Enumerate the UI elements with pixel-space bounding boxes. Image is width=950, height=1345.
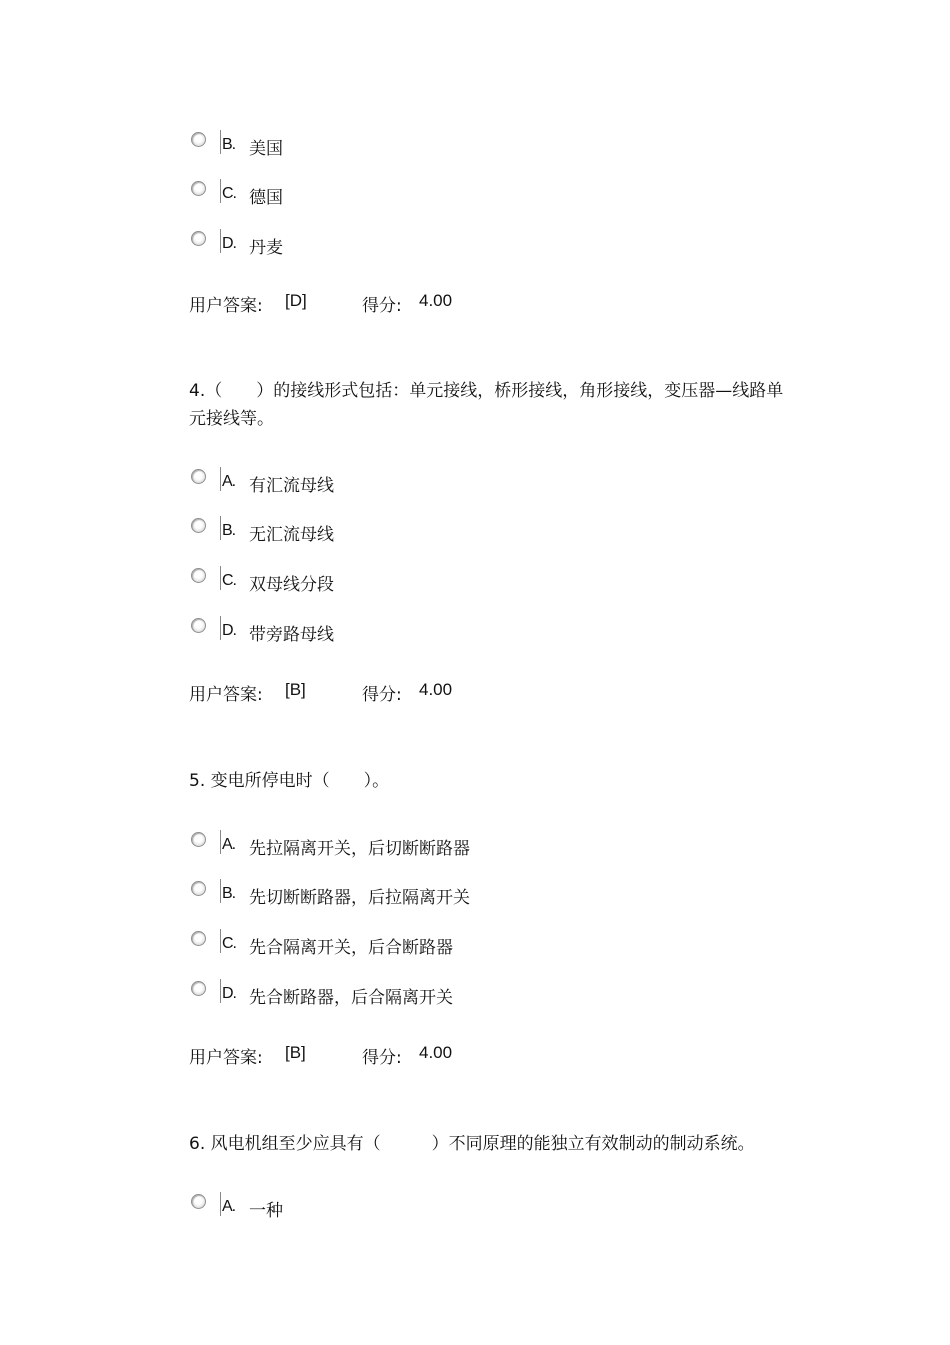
- option-text: 先合隔离开关，后合断路器: [249, 938, 453, 958]
- option-text: 德国: [249, 188, 283, 208]
- answer-line-q3: [189, 291, 453, 316]
- answer-line-q4: [189, 680, 453, 705]
- radio-button[interactable]: [191, 881, 206, 896]
- radio-button[interactable]: [191, 181, 206, 196]
- answer-value: [B]: [285, 680, 306, 699]
- option-letter: D.: [222, 985, 236, 1002]
- divider: [220, 616, 221, 640]
- option-text: 先合断路器，后合隔离开关: [249, 988, 453, 1008]
- radio-button[interactable]: [191, 931, 206, 946]
- option-q4-b[interactable]: [189, 518, 749, 548]
- option-letter: D.: [222, 235, 236, 252]
- answer-label: 用户答案:: [189, 685, 263, 705]
- divider: [220, 979, 221, 1003]
- option-letter: A.: [222, 1198, 236, 1215]
- option-q3-c[interactable]: [189, 181, 749, 211]
- question-stem-q6: 6. 风电机组至少应具有（ ）不同原理的能独立有效制动的制动系统。: [189, 1134, 755, 1154]
- option-text: 带旁路母线: [249, 625, 334, 645]
- answer-line-q5: [189, 1043, 453, 1068]
- radio-button[interactable]: [191, 518, 206, 533]
- score-value: 4.00: [419, 680, 453, 699]
- divider: [220, 516, 221, 540]
- question-stem-q5: 5. 变电所停电时（ ）。: [189, 771, 390, 791]
- option-q5-c[interactable]: [189, 931, 749, 961]
- option-letter: D.: [222, 622, 236, 639]
- question-stem-q4: 4.（ ）的接线形式包括：单元接线，桥形接线，角形接线，变压器—线路单元接线等。: [189, 381, 784, 429]
- option-text: 双母线分段: [249, 575, 334, 595]
- divider: [220, 929, 221, 953]
- radio-button[interactable]: [191, 832, 206, 847]
- option-letter: B.: [222, 136, 236, 153]
- option-text: 一种: [249, 1201, 283, 1221]
- option-q5-a[interactable]: [189, 832, 749, 862]
- radio-button[interactable]: [191, 132, 206, 147]
- answer-label: 用户答案:: [189, 296, 263, 316]
- divider: [220, 179, 221, 203]
- radio-button[interactable]: [191, 469, 206, 484]
- option-q3-b[interactable]: [189, 132, 749, 162]
- divider: [220, 467, 221, 491]
- radio-button[interactable]: [191, 981, 206, 996]
- option-q6-a[interactable]: [189, 1194, 749, 1224]
- option-text: 有汇流母线: [249, 476, 334, 496]
- radio-button[interactable]: [191, 618, 206, 633]
- divider: [220, 830, 221, 854]
- option-letter: A.: [222, 473, 236, 490]
- option-text: 美国: [249, 139, 283, 159]
- option-text: 无汇流母线: [249, 525, 334, 545]
- radio-button[interactable]: [191, 231, 206, 246]
- answer-value: [B]: [285, 1043, 306, 1062]
- option-letter: B.: [222, 885, 236, 902]
- option-letter: A.: [222, 836, 236, 853]
- score-label: 得分:: [362, 1048, 402, 1068]
- option-letter: C.: [222, 935, 236, 952]
- option-q3-d[interactable]: [189, 231, 749, 261]
- score-label: 得分:: [362, 296, 402, 316]
- radio-button[interactable]: [191, 568, 206, 583]
- divider: [220, 1192, 221, 1216]
- option-letter: C.: [222, 185, 236, 202]
- option-q4-c[interactable]: [189, 568, 749, 598]
- answer-label: 用户答案:: [189, 1048, 263, 1068]
- divider: [220, 879, 221, 903]
- answer-value: [D]: [285, 291, 307, 310]
- divider: [220, 130, 221, 154]
- option-letter: B.: [222, 522, 236, 539]
- option-text: 丹麦: [249, 238, 283, 258]
- option-q4-a[interactable]: [189, 469, 749, 499]
- divider: [220, 229, 221, 253]
- option-q5-b[interactable]: [189, 881, 749, 911]
- option-letter: C.: [222, 572, 236, 589]
- option-text: 先拉隔离开关，后切断断路器: [249, 839, 470, 859]
- option-text: 先切断断路器，后拉隔离开关: [249, 888, 470, 908]
- score-label: 得分:: [362, 685, 402, 705]
- score-value: 4.00: [419, 291, 453, 310]
- divider: [220, 566, 221, 590]
- option-q4-d[interactable]: [189, 618, 749, 648]
- score-value: 4.00: [419, 1043, 453, 1062]
- radio-button[interactable]: [191, 1194, 206, 1209]
- option-q5-d[interactable]: [189, 981, 749, 1011]
